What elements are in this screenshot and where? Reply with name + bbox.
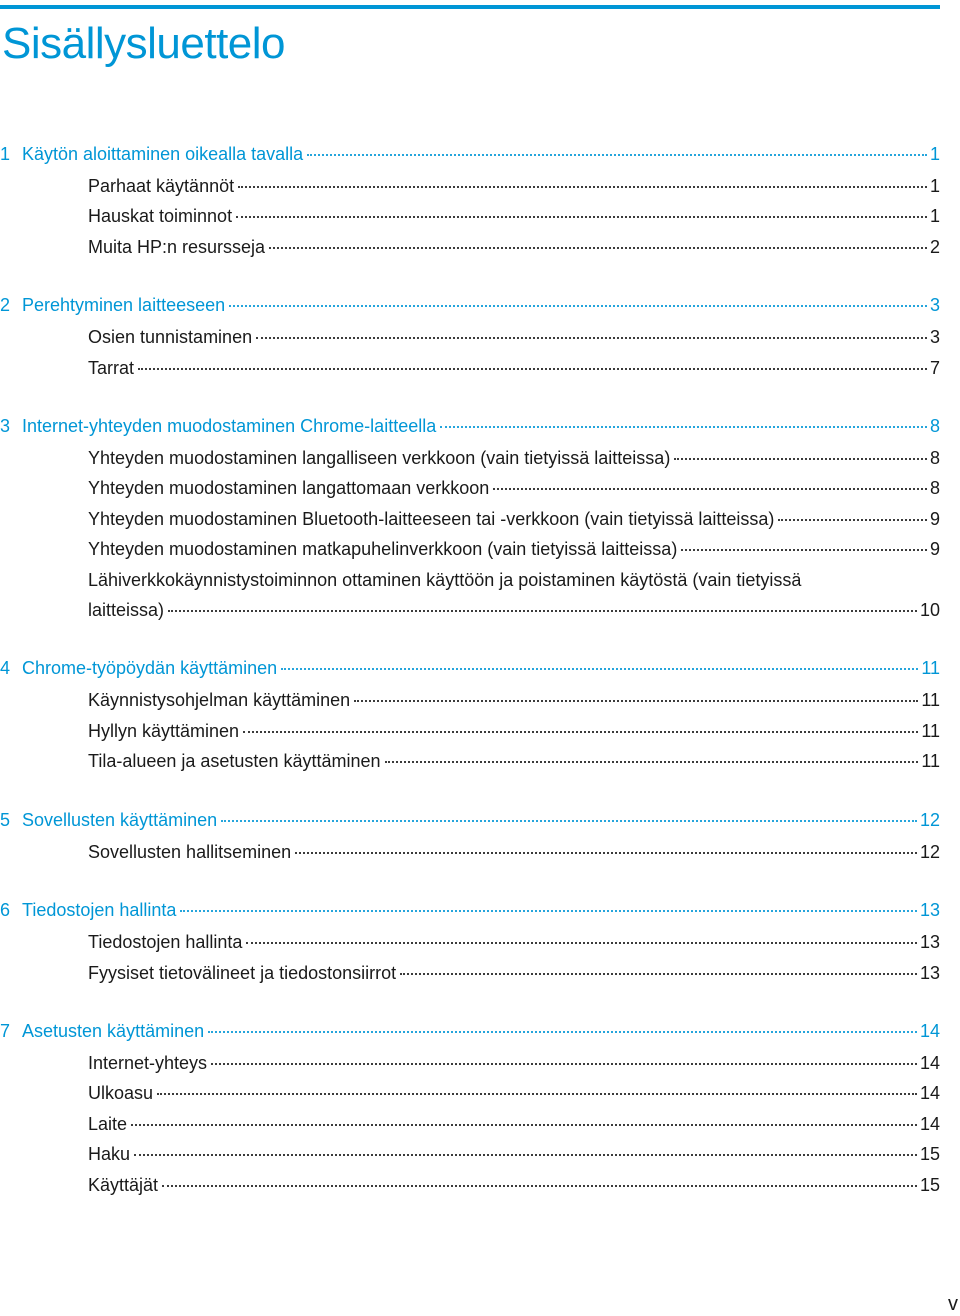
toc-chapter-5 xyxy=(0,804,940,867)
section-page: 11 xyxy=(921,720,940,741)
section-page: 15 xyxy=(919,1144,940,1165)
toc-section-link[interactable] xyxy=(0,1078,940,1108)
chapter-number: 7 xyxy=(0,1020,11,1041)
dot-leader xyxy=(674,458,927,460)
toc-section-link[interactable] xyxy=(0,837,940,867)
toc-section-link[interactable] xyxy=(0,504,940,534)
dot-leader xyxy=(246,942,917,944)
section-page: 14 xyxy=(919,1052,940,1073)
chapter-title: Perehtyminen laitteeseen xyxy=(22,295,226,316)
dot-leader xyxy=(138,368,927,370)
toc-section-link[interactable] xyxy=(0,201,940,231)
chapter-title: Internet-yhteyden muodostaminen Chrome-laitteella xyxy=(22,416,437,437)
dot-leader xyxy=(778,519,927,521)
section-page: 9 xyxy=(929,508,940,529)
dot-leader xyxy=(400,973,917,975)
section-page: 10 xyxy=(919,600,940,621)
section-page: 9 xyxy=(929,539,940,560)
toc-chapter-link[interactable] xyxy=(0,410,940,443)
section-title: Käyttäjät xyxy=(88,1174,159,1195)
section-title-line2-row xyxy=(88,595,940,625)
dot-leader xyxy=(211,1063,917,1065)
chapter-number: 6 xyxy=(0,900,11,921)
chapter-number: 1 xyxy=(0,144,11,164)
toc-section-link[interactable] xyxy=(0,1109,940,1139)
section-page: 11 xyxy=(921,751,940,772)
dot-leader xyxy=(238,186,927,188)
dot-leader xyxy=(236,216,927,218)
chapter-page: 14 xyxy=(919,1020,940,1041)
chapter-page: 12 xyxy=(919,809,940,830)
chapter-title: Käytön aloittaminen oikealla tavalla xyxy=(22,144,304,164)
chapter-title: Sovellusten käyttäminen xyxy=(22,809,218,830)
section-title: Tiedostojen hallinta xyxy=(88,932,243,953)
page-title: Sisällysluettelo xyxy=(2,19,286,68)
section-page: 8 xyxy=(929,478,940,499)
section-title: Parhaat käytännöt xyxy=(88,176,235,196)
section-page: 1 xyxy=(929,206,940,227)
section-title: Tila-alueen ja asetusten käyttäminen xyxy=(88,751,381,772)
section-page: 2 xyxy=(929,236,940,257)
table-of-contents xyxy=(0,138,940,1227)
page-number: v xyxy=(948,1293,958,1315)
dot-leader xyxy=(229,305,927,307)
chapter-number: 3 xyxy=(0,416,11,437)
toc-section-link[interactable] xyxy=(0,443,940,473)
toc-section-link[interactable] xyxy=(0,1170,940,1200)
toc-section-link[interactable] xyxy=(0,746,940,776)
section-title: Ulkoasu xyxy=(88,1083,154,1104)
section-title: Fyysiset tietovälineet ja tiedostonsiirrot xyxy=(88,962,397,983)
toc-chapter-link[interactable] xyxy=(0,894,940,927)
section-title: Tarrat xyxy=(88,357,135,378)
dot-leader xyxy=(157,1093,917,1095)
section-title-line2: laitteissa) xyxy=(88,600,165,621)
section-page: 13 xyxy=(919,962,940,983)
dot-leader xyxy=(131,1124,917,1126)
chapter-page: 11 xyxy=(921,658,940,679)
section-title: Yhteyden muodostaminen Bluetooth-laitteeseen tai -verkkoon (vain tietyissä laitteissa) xyxy=(88,508,775,529)
section-title: Osien tunnistaminen xyxy=(88,327,253,348)
toc-section-link[interactable] xyxy=(0,232,940,262)
dot-leader xyxy=(134,1154,917,1156)
chapter-page: 8 xyxy=(929,416,940,437)
dot-leader xyxy=(168,610,917,612)
dot-leader xyxy=(354,700,918,702)
dot-leader xyxy=(281,668,918,670)
toc-section-link[interactable] xyxy=(0,322,940,352)
toc-section-link[interactable] xyxy=(0,1139,940,1169)
section-title: Hyllyn käyttäminen xyxy=(88,720,240,741)
toc-chapter-link[interactable] xyxy=(0,804,940,837)
chapter-number: 2 xyxy=(0,295,11,316)
dot-leader xyxy=(307,154,927,156)
toc-chapter-4 xyxy=(0,652,940,776)
section-page: 3 xyxy=(929,327,940,348)
section-page: 1 xyxy=(929,176,940,196)
dot-leader xyxy=(256,337,927,339)
dot-leader xyxy=(440,426,927,428)
toc-chapter-7 xyxy=(0,1015,940,1200)
toc-section-link[interactable] xyxy=(0,958,940,988)
section-page: 12 xyxy=(919,841,940,862)
section-title: Laite xyxy=(88,1113,128,1134)
section-title-line1: Lähiverkkokäynnistystoiminnon ottaminen käyttöön ja poistaminen käytöstä (vain tietyissä xyxy=(88,569,802,590)
toc-section-link[interactable] xyxy=(0,171,940,201)
section-page: 14 xyxy=(919,1113,940,1134)
dot-leader xyxy=(493,488,927,490)
chapter-page: 13 xyxy=(919,900,940,921)
toc-section-link[interactable] xyxy=(0,565,940,626)
dot-leader xyxy=(295,852,917,854)
toc-section-link[interactable] xyxy=(0,1048,940,1078)
toc-chapter-link[interactable] xyxy=(0,289,940,322)
chapter-page: 1 xyxy=(929,144,940,164)
toc-section-link[interactable] xyxy=(0,685,940,715)
chapter-title: Tiedostojen hallinta xyxy=(22,900,177,921)
dot-leader xyxy=(385,761,919,763)
section-title: Käynnistysohjelman käyttäminen xyxy=(88,690,351,711)
toc-section-link[interactable] xyxy=(0,534,940,564)
toc-section-link[interactable] xyxy=(0,716,940,746)
section-page: 11 xyxy=(921,690,940,711)
section-title: Yhteyden muodostaminen matkapuhelinverkkoon (vain tietyissä laitteissa) xyxy=(88,539,678,560)
toc-chapter-3 xyxy=(0,410,940,625)
header-rule xyxy=(0,5,940,9)
section-title: Yhteyden muodostaminen langattomaan verkkoon xyxy=(88,478,490,499)
chapter-title: Asetusten käyttäminen xyxy=(22,1020,205,1041)
section-title: Haku xyxy=(88,1144,131,1165)
chapter-number: 4 xyxy=(0,658,11,679)
toc-chapter-6 xyxy=(0,894,940,988)
dot-leader xyxy=(681,549,927,551)
dot-leader xyxy=(180,910,917,912)
toc-chapter-link[interactable] xyxy=(0,138,940,171)
section-page: 8 xyxy=(929,448,940,469)
section-page: 14 xyxy=(919,1083,940,1104)
section-page: 15 xyxy=(919,1174,940,1195)
chapter-title: Chrome-työpöydän käyttäminen xyxy=(22,658,278,679)
section-page: 7 xyxy=(929,357,940,378)
toc-section-link[interactable] xyxy=(0,927,940,957)
toc-section-link[interactable] xyxy=(0,353,940,383)
toc-chapter-link[interactable] xyxy=(0,652,940,685)
dot-leader xyxy=(269,247,927,249)
section-title: Internet-yhteys xyxy=(88,1052,208,1073)
section-page: 13 xyxy=(919,932,940,953)
toc-section-link[interactable] xyxy=(0,473,940,503)
toc-chapter-link[interactable] xyxy=(0,1015,940,1048)
section-title: Sovellusten hallitseminen xyxy=(88,841,292,862)
toc-chapter-2 xyxy=(0,289,940,383)
section-title: Yhteyden muodostaminen langalliseen verkkoon (vain tietyissä laitteissa) xyxy=(88,448,671,469)
dot-leader xyxy=(243,731,918,733)
chapter-number: 5 xyxy=(0,809,11,830)
chapter-page: 3 xyxy=(929,295,940,316)
dot-leader xyxy=(221,820,917,822)
dot-leader xyxy=(162,1185,917,1187)
dot-leader xyxy=(208,1031,917,1033)
section-title: Muita HP:n resursseja xyxy=(88,236,266,257)
toc-chapter-1 xyxy=(0,138,940,262)
section-title: Hauskat toiminnot xyxy=(88,206,233,227)
